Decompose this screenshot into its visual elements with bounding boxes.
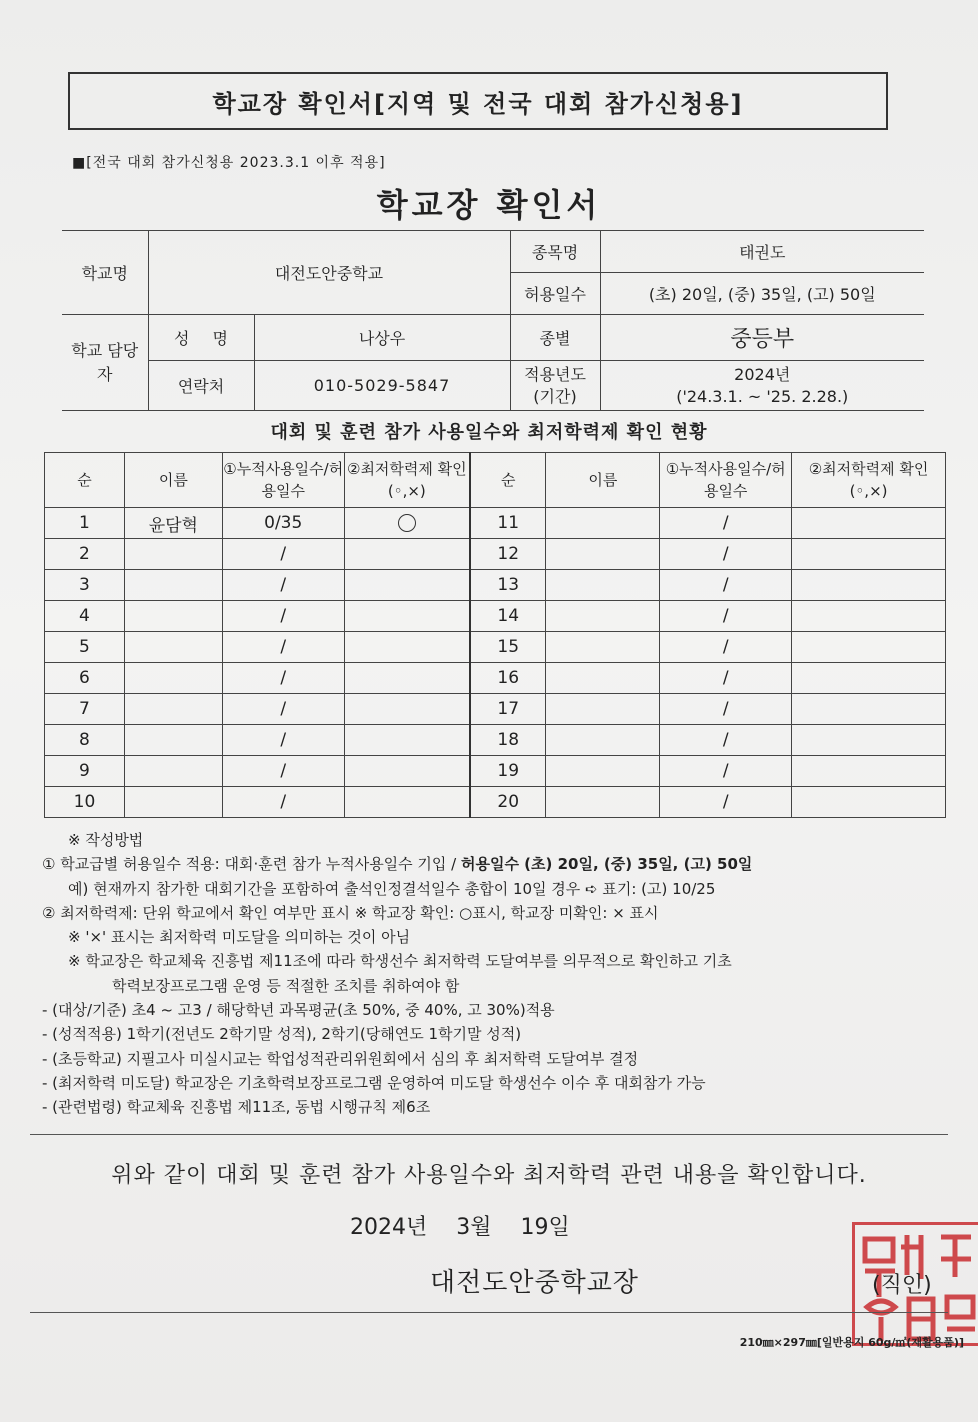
confirmation-date: 2024년 3월 19일 [350, 1215, 570, 1240]
row-name [124, 601, 222, 632]
row-name-right [546, 632, 660, 663]
table-row [45, 663, 946, 694]
row-no: 4 [45, 601, 125, 632]
applicability-note: ■[전국 대회 참가신청용 2023.3.1 이후 적용] [72, 155, 386, 171]
row-name-right [546, 539, 660, 570]
row-days: / [222, 570, 344, 601]
note-line: - (관련법령) 학교체육 진흥법 제11조, 동법 시행규칙 제6조 [42, 1098, 431, 1117]
row-check-right [792, 632, 946, 663]
period-value: ('24.3.1. ~ '25. 2.28.) [676, 386, 849, 406]
row-name [124, 539, 222, 570]
instructions [42, 828, 962, 1120]
status-section-title: 대회 및 훈련 참가 사용일수와 최저학력제 확인 현황 [270, 422, 708, 443]
name-value: 나상우 [254, 315, 510, 361]
row-days-right: / [660, 725, 792, 756]
row-no-right: 15 [470, 632, 546, 663]
col-check-right: ②최저학력제 확인(◦,×) [792, 453, 946, 508]
row-no-right: 20 [470, 787, 546, 818]
principal-name: 대전도안중학교장 [430, 1268, 639, 1298]
row-days-right: / [660, 663, 792, 694]
row-name-right [546, 756, 660, 787]
row-days: / [222, 663, 344, 694]
table-row [45, 570, 946, 601]
note-line: - (최저학력 미도달) 학교장은 기초학력보장프로그램 운영하여 미도달 학생선수 이수 후 대회참가 가능 [42, 1073, 706, 1092]
allowed-days-label: 허용일수 [510, 273, 600, 315]
row-no-right: 19 [470, 756, 546, 787]
row-name-right [546, 570, 660, 601]
row-days-right: / [660, 508, 792, 539]
row-days: / [222, 539, 344, 570]
row-check [344, 694, 470, 725]
row-no: 2 [45, 539, 125, 570]
table-header-row [45, 453, 946, 508]
row-check [344, 756, 470, 787]
row-check [344, 663, 470, 694]
row-no: 1 [45, 508, 125, 539]
row-check-right [792, 508, 946, 539]
row-name [124, 694, 222, 725]
notes-heading: ※ 작성방법 [68, 831, 144, 849]
row-days-right: / [660, 632, 792, 663]
row-name [124, 756, 222, 787]
year-label: 적용년도 (기간) [510, 361, 600, 411]
row-days-right: / [660, 570, 792, 601]
row-name [124, 725, 222, 756]
row-no-right: 11 [470, 508, 546, 539]
seal-label: (직인) [872, 1273, 932, 1298]
manager-label: 학교 담당자 [62, 315, 148, 411]
note-line: - (대상/기준) 초4 ~ 고3 / 해당학년 과목평균(초 50%, 중 40%, 고 30%)적용 [42, 1001, 555, 1020]
contact-value: 010-5029-5847 [254, 361, 510, 411]
row-name-right [546, 694, 660, 725]
note-line: - (초등학교) 지필고사 미실시교는 학업성적관리위원회에서 심의 후 최저학력 도달여부 결정 [42, 1049, 639, 1068]
school-value: 대전도안중학교 [148, 231, 510, 315]
row-no: 5 [45, 632, 125, 663]
row-no-right: 18 [470, 725, 546, 756]
row-name [124, 570, 222, 601]
school-label: 학교명 [62, 231, 148, 315]
row-check-right [792, 787, 946, 818]
table-row [45, 694, 946, 725]
year-value: 2024년 [734, 364, 791, 384]
divider [30, 1134, 948, 1135]
col-no-right: 순 [470, 453, 546, 508]
row-days: 0/35 [222, 508, 344, 539]
col-days-right: ①누적사용일수/허용일수 [660, 453, 792, 508]
row-no-right: 13 [470, 570, 546, 601]
event-value: 태권도 [600, 231, 924, 273]
row-check-right [792, 570, 946, 601]
event-label: 종목명 [510, 231, 600, 273]
col-name-right: 이름 [546, 453, 660, 508]
row-name-right [546, 663, 660, 694]
row-days: / [222, 632, 344, 663]
table-row [45, 539, 946, 570]
row-days: / [222, 601, 344, 632]
info-table [62, 230, 924, 411]
note-text: ① 학교급별 허용일수 적용: 대회·훈련 참가 누적사용일수 기입 / [42, 855, 461, 874]
row-no: 10 [45, 787, 125, 818]
document-title: 학교장 확인서 [376, 186, 602, 224]
col-name: 이름 [124, 453, 222, 508]
table-row [45, 756, 946, 787]
col-days: ①누적사용일수/허용일수 [222, 453, 344, 508]
row-no: 6 [45, 663, 125, 694]
row-check [344, 725, 470, 756]
row-days-right: / [660, 601, 792, 632]
row-check-right [792, 539, 946, 570]
allowed-days-value: (초) 20일, (중) 35일, (고) 50일 [600, 273, 924, 315]
row-name-right [546, 787, 660, 818]
row-no: 8 [45, 725, 125, 756]
row-days-right: / [660, 756, 792, 787]
row-name [124, 632, 222, 663]
row-no: 9 [45, 756, 125, 787]
row-name: 윤담혁 [124, 508, 222, 539]
table-row [45, 508, 946, 539]
table-row [45, 601, 946, 632]
category-value: 중등부 [600, 315, 924, 361]
row-days: / [222, 694, 344, 725]
row-days-right: / [660, 694, 792, 725]
row-check-right [792, 694, 946, 725]
form-title-box [68, 72, 888, 130]
participation-table [44, 452, 946, 818]
row-name [124, 787, 222, 818]
note-line [42, 852, 962, 876]
row-no-right: 12 [470, 539, 546, 570]
row-check-right [792, 601, 946, 632]
table-row [45, 725, 946, 756]
check-circle-icon [398, 514, 416, 532]
footer-divider [30, 1312, 948, 1313]
note-line: ※ 학교장은 학교체육 진흥법 제11조에 따라 학생선수 최저학력 도달여부를 의무적으로 확인하고 기초 [68, 952, 732, 971]
row-name-right [546, 601, 660, 632]
row-no: 3 [45, 570, 125, 601]
row-days-right: / [660, 787, 792, 818]
paper-spec: 210㎜×297㎜[일반용지 60g/㎡(재활용품)] [739, 1336, 964, 1349]
row-days: / [222, 756, 344, 787]
row-no: 7 [45, 694, 125, 725]
row-check [344, 508, 470, 539]
table-row [45, 787, 946, 818]
col-check: ②최저학력제 확인(◦,×) [344, 453, 470, 508]
row-no-right: 14 [470, 601, 546, 632]
note-line: - (성적적용) 1학기(전년도 2학기말 성적), 2학기(당해연도 1학기말 성적) [42, 1025, 522, 1044]
contact-label: 연락처 [148, 361, 254, 411]
row-name [124, 663, 222, 694]
row-days: / [222, 725, 344, 756]
row-check [344, 601, 470, 632]
row-days: / [222, 787, 344, 818]
row-days-right: / [660, 539, 792, 570]
row-no-right: 16 [470, 663, 546, 694]
row-check-right [792, 725, 946, 756]
row-check [344, 632, 470, 663]
category-label: 종별 [510, 315, 600, 361]
name-label: 성 명 [148, 315, 254, 361]
row-no-right: 17 [470, 694, 546, 725]
row-check [344, 787, 470, 818]
form-title: 학교장 확인서[지역 및 전국 대회 참가신청용] [212, 89, 744, 118]
note-line: ※ '×' 표시는 최저학력 미도달을 의미하는 것이 아님 [68, 928, 411, 947]
row-check [344, 539, 470, 570]
col-no: 순 [45, 453, 125, 508]
note-line: 학력보장프로그램 운영 등 적절한 조치를 취하여야 함 [112, 976, 460, 995]
row-name-right [546, 725, 660, 756]
row-check [344, 570, 470, 601]
row-name-right [546, 508, 660, 539]
table-row [45, 632, 946, 663]
note-line: ② 최저학력제: 단위 학교에서 확인 여부만 표시 ※ 학교장 확인: ○표시, 학교장 미확인: × 표시 [42, 903, 659, 922]
note-line: 예) 현재까지 참가한 대회기간을 포함하여 출석인정결석일수 총합이 10일 경우 ➪ 표기: (고) 10/25 [68, 879, 716, 898]
row-check-right [792, 756, 946, 787]
row-check-right [792, 663, 946, 694]
note-bold: 허용일수 (초) 20일, (중) 35일, (고) 50일 [461, 855, 753, 874]
confirmation-statement: 위와 같이 대회 및 훈련 참가 사용일수와 최저학력 관련 내용을 확인합니다. [111, 1163, 867, 1188]
